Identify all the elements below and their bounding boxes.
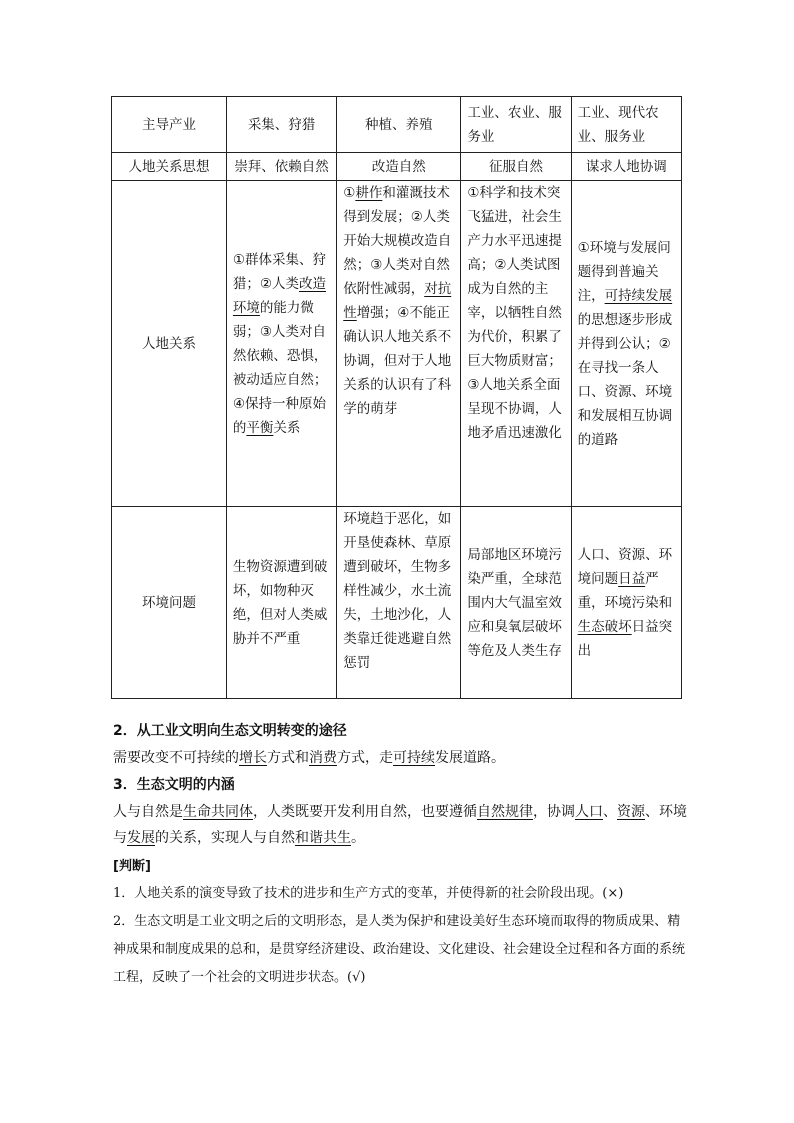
underlined-term: 发展 [127,830,155,846]
underlined-term: 人口 [575,804,603,820]
relation-label: 人地关系 [112,181,227,507]
header-cell: 工业、现代农业、服务业 [571,97,681,153]
text-run: 的关系，实现人与自然 [155,830,295,846]
text-run: 、 [603,804,617,820]
section2-title: 2．从工业文明向生态文明转变的途径 [113,723,347,739]
section3-title: 3．生态文明的内涵 [113,777,235,793]
section3-body [113,799,688,851]
judge-title: [判断] [113,859,151,874]
underlined-term: 资源 [617,804,645,820]
text-run: 人与自然是 [113,804,183,820]
underlined-term: 自然规律 [477,804,533,820]
text-run: 人口、资源、环境问题 [577,546,673,587]
text-run: 需要改变不可持续的 [113,750,239,766]
section2-body [113,745,688,771]
text-run: 、环境与 [113,804,687,846]
thought-cell: 人地关系思想 [112,153,227,181]
underlined-term: 生态破坏 [577,618,632,635]
thought-cell: 改造自然 [337,153,461,181]
text-run: ① [343,185,356,201]
text-run: ①环境与发展问题得到普遍关注， [577,239,671,304]
thought-cell: 崇拜、依赖自然 [226,153,336,181]
header-cell: 采集、狩猎 [226,97,336,153]
header-cell: 主导产业 [112,97,227,153]
environment-cell-gathering: 生物资源遭到破坏，如物种灭绝，但对人类威胁并不严重 [226,507,336,699]
text-run: 方式和 [267,750,309,766]
underlined-term: 耕作 [355,185,383,201]
header-cell: 工业、农业、服务业 [461,97,571,153]
text-run: 关系 [273,419,301,436]
underlined-term: 生命共同体 [183,804,253,820]
relation-cell-modern [571,181,681,507]
text-run: 。 [351,830,365,846]
environment-cell-industry: 局部地区环境污染严重，全球范围内大气温室效应和臭氧层破坏等危及人类生存 [461,507,571,699]
underlined-term: 日益 [618,570,646,587]
judge-item-2: 2．生态文明是工业文明之后的文明形态，是人类为保护和建设美好生态环境而取得的物质成果、精神成果和制度成果的总和，是贯穿经济建设、政治建设、文化建设、社会建设全过程和各方面的系统工程，反映了一个社会的文明进步状态。(√) [113,914,686,985]
underlined-term: 平衡 [246,419,274,436]
text-run: 的思想逐步形成并得到公认；②在寻找一条人口、资源、环境和发展相互协调的道路 [577,311,673,448]
text-run: 的能力微弱；③人类对自然依赖、恐惧，被动适应自然；④保持一种原始的 [232,299,328,436]
underlined-term: 和谐共生 [295,830,351,846]
text-run: 增强；④不能正确认识人地关系不协调，但对于人地关系的认识有了科学的萌芽 [343,305,452,417]
thought-cell: 谋求人地协调 [571,153,681,181]
relation-cell-gathering [226,181,336,507]
relation-row [112,181,682,507]
header-cell: 种植、养殖 [337,97,461,153]
text-run: 方式，走 [337,750,393,766]
environment-cell-modern [571,507,681,699]
underlined-term: 对抗性 [343,281,452,321]
thought-cell: 征服自然 [461,153,571,181]
header-row [112,97,682,153]
underlined-term: 可持续 [393,750,435,766]
judge-item-1: 1．人地关系的演变导致了技术的进步和生产方式的变革，并使得新的社会阶段出现。(×) [113,886,624,901]
text-run: 严重，环境污染和 [577,570,673,611]
relation-cell-farming [337,181,461,507]
text-run: ，协调 [533,804,575,820]
text-run: 和灌溉技术得到发展；②人类开始大规模改造自然；③人类对自然依附性减弱， [343,185,452,297]
underlined-term: 改造环境 [232,275,327,316]
underlined-term: 可持续发展 [604,287,673,304]
thought-row [112,153,682,181]
text-run: 发展道路。 [435,750,505,766]
human-earth-relationship-table [111,96,682,699]
environment-row [112,507,682,699]
text-run: ，人类既要开发利用自然，也要遵循 [253,804,477,820]
environment-label: 环境问题 [112,507,227,699]
underlined-term: 增长 [239,750,267,766]
underlined-term: 消费 [309,750,337,766]
relation-cell-industry [461,181,571,507]
text-run: ①科学和技术突飞猛进，社会生产力水平迅速提高；②人类试图成为自然的主宰，以牺牲自然为代价，积累了巨大物质财富；③人地关系全面呈现不协调，人地矛盾迅速激化 [467,185,562,441]
text-run: ①群体采集、狩猎；②人类 [232,251,327,292]
text-run: 日益突出 [577,618,673,659]
environment-cell-farming: 环境趋于恶化，如开垦使森林、草原遭到破坏，生物多样性减少，水土流失，土地沙化，人类靠迁徙逃避自然惩罚 [337,507,461,699]
